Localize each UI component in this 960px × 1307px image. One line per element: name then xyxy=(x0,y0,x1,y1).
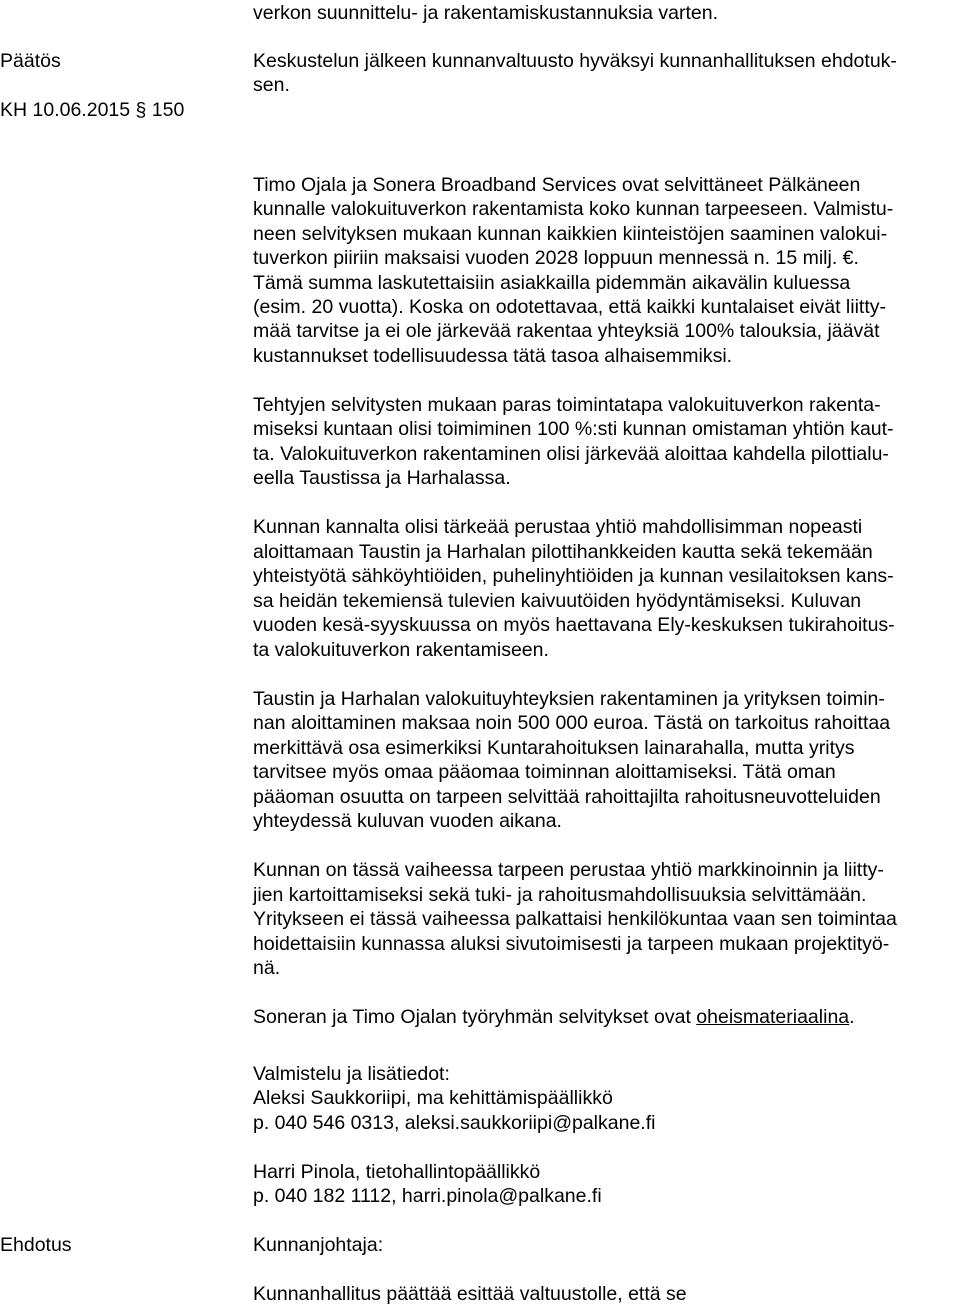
contacts-heading: Valmistelu ja lisätiedot: xyxy=(253,1063,450,1085)
paragraph-line: yhteistyötä sähköyhtiöiden, puhelinyhtiöiden ja kunnan vesilaitoksen kans- xyxy=(253,565,894,587)
paatos-text-line: sen. xyxy=(253,74,290,96)
paragraph-line: neen selvityksen mukaan kunnan kaikkien kiinteistöjen saaminen valokui- xyxy=(253,223,888,245)
paragraph-line: (esim. 20 vuotta). Koska on odotettavaa, että kaikki kuntalaiset eivät liitty- xyxy=(253,296,886,318)
paatos-text-line: Keskustelun jälkeen kunnanvaltuusto hyväksyi kunnanhallituksen ehdotuk- xyxy=(253,50,897,72)
paragraph-line: eella Taustissa ja Harhalassa. xyxy=(253,467,511,489)
attachment-link[interactable]: oheismateriaalina xyxy=(696,1006,850,1028)
top-fragment-text: verkon suunnittelu- ja rakentamiskustannuksia varten. xyxy=(253,2,718,24)
ehdotus-label: Ehdotus xyxy=(0,1234,72,1256)
paragraph-line: Yritykseen ei tässä vaiheessa palkattaisi henkilökuntaa vaan sen toimintaa xyxy=(253,908,897,930)
ehdotus-presenter: Kunnanjohtaja: xyxy=(253,1234,384,1256)
paatos-meeting-reference: KH 10.06.2015 § 150 xyxy=(0,99,185,121)
contact-person-1-details: p. 040 546 0313, aleksi.saukkoriipi@palkane.fi xyxy=(253,1112,656,1134)
contact-person-2-name: Harri Pinola, tietohallintopäällikkö xyxy=(253,1161,541,1183)
paragraph-line: mää tarvitse ja ei ole järkevää rakentaa yhteyksiä 100% talouksia, jäävät xyxy=(253,320,880,342)
attachment-sentence xyxy=(253,1005,855,1029)
paragraph-line: ta valokuituverkon rakentamiseen. xyxy=(253,639,549,661)
paragraph-line: kunnalle valokuituverkon rakentamista koko kunnan tarpeeseen. Valmistu- xyxy=(253,198,894,220)
paragraph-line: merkittävä osa esimerkiksi Kuntarahoituksen lainarahalla, mutta yritys xyxy=(253,737,855,759)
paragraph-line: tarvitsee myös omaa pääomaa toiminnan aloittamiseksi. Tätä oman xyxy=(253,761,836,783)
paragraph-line: tuverkon piiriin maksaisi vuoden 2028 loppuun mennessä n. 15 milj. €. xyxy=(253,247,859,269)
paragraph-line: nä. xyxy=(253,957,281,979)
contact-person-2-details: p. 040 182 1112, harri.pinola@palkane.fi xyxy=(253,1185,602,1207)
paragraph-line: Taustin ja Harhalan valokuituyhteyksien rakentaminen ja yrityksen toimin- xyxy=(253,688,885,710)
attachment-sentence-suffix: . xyxy=(849,1006,855,1028)
paragraph-line: sa heidän tekemiensä tulevien kaivuutöiden hyödyntämiseksi. Kuluvan xyxy=(253,590,862,612)
paragraph-line: Tehtyjen selvitysten mukaan paras toimintatapa valokuituverkon rakenta- xyxy=(253,394,881,416)
paragraph-line: yhteydessä kuluvan vuoden aikana. xyxy=(253,810,562,832)
paragraph-line: nan aloittaminen maksaa noin 500 000 euroa. Tästä on tarkoitus rahoittaa xyxy=(253,712,891,734)
paragraph-line: vuoden kesä-syyskuussa on myös haettavana Ely-keskuksen tukirahoitus- xyxy=(253,614,895,636)
paragraph-line: Kunnan on tässä vaiheessa tarpeen perustaa yhtiö markkinoinnin ja liitty- xyxy=(253,859,884,881)
paragraph-line: hoidettaisiin kunnassa aluksi sivutoimisesti ja tarpeen mukaan projektityö- xyxy=(253,933,890,955)
paatos-label: Päätös xyxy=(0,50,61,72)
paragraph-line: miseksi kuntaan olisi toimiminen 100 %:sti kunnan omistaman yhtiön kaut- xyxy=(253,418,894,440)
paragraph-line: Tämä summa laskutettaisiin asiakkailla pidemmän aikavälin kuluessa xyxy=(253,272,851,294)
contact-person-1-name: Aleksi Saukkoriipi, ma kehittämispäällikkö xyxy=(253,1087,613,1109)
paragraph-line: Kunnan kannalta olisi tärkeää perustaa yhtiö mahdollisimman nopeasti xyxy=(253,516,863,538)
paragraph-line: kustannukset todellisuudessa tätä tasoa alhaisemmiksi. xyxy=(253,345,733,367)
ehdotus-text: Kunnanhallitus päättää esittää valtuustolle, että se xyxy=(253,1283,687,1305)
paragraph-line: pääoman osuutta on tarpeen selvittää rahoittajilta rahoitusneuvotteluiden xyxy=(253,786,881,808)
paragraph-line: aloittamaan Taustin ja Harhalan pilottihankkeiden kautta sekä tekemään xyxy=(253,541,873,563)
paragraph-line: jien kartoittamiseksi sekä tuki- ja rahoitusmahdollisuuksia selvittämään. xyxy=(253,884,867,906)
attachment-sentence-prefix: Soneran ja Timo Ojalan työryhmän selvitykset ovat xyxy=(253,1006,697,1028)
paragraph-line: Timo Ojala ja Sonera Broadband Services ovat selvittäneet Pälkäneen xyxy=(253,174,861,196)
paragraph-line: ta. Valokuituverkon rakentaminen olisi järkevää aloittaa kahdella pilottialu- xyxy=(253,443,889,465)
